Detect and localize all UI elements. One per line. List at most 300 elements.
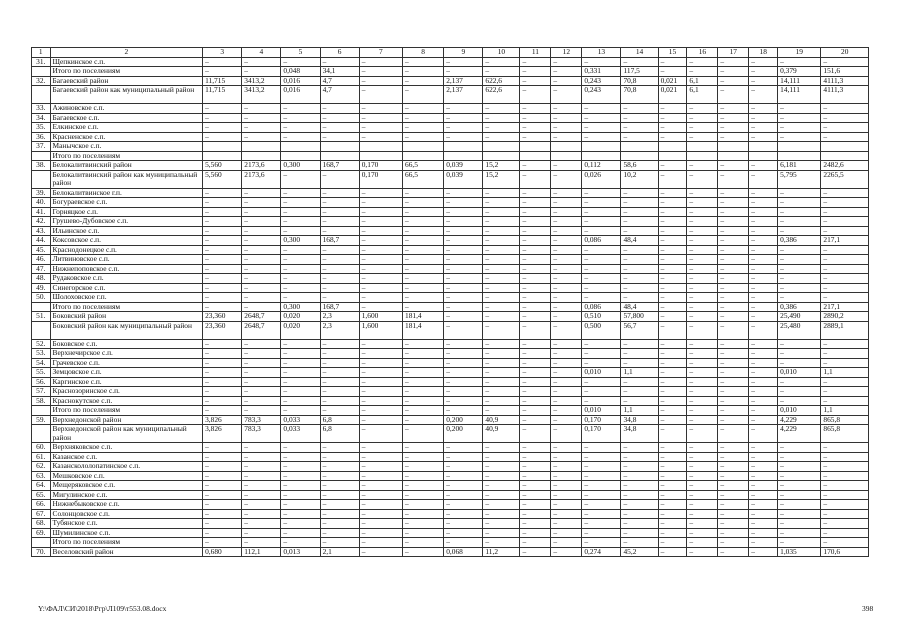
value-cell: – xyxy=(582,293,621,303)
value-cell: – xyxy=(203,377,242,387)
value-cell: – xyxy=(403,406,444,416)
row-name: Синегорское с.п. xyxy=(50,283,203,293)
value-cell: – xyxy=(718,67,749,77)
value-cell: – xyxy=(320,198,359,208)
value-cell: – xyxy=(551,349,582,359)
value-cell: – xyxy=(718,339,749,349)
value-cell: – xyxy=(718,236,749,246)
value-cell: – xyxy=(281,387,320,397)
value-cell: – xyxy=(687,207,718,217)
value-cell: – xyxy=(281,358,320,368)
value-cell xyxy=(749,142,778,152)
value-cell: – xyxy=(821,283,869,293)
value-cell: – xyxy=(242,339,281,349)
value-cell: – xyxy=(658,274,687,284)
value-cell: – xyxy=(281,123,320,133)
header-cell: 20 xyxy=(821,48,869,58)
table-row xyxy=(32,490,869,500)
value-cell xyxy=(821,142,869,152)
value-cell: – xyxy=(582,528,621,538)
row-name: Боковский район как муниципальный район xyxy=(50,321,203,339)
value-cell: – xyxy=(778,443,821,453)
value-cell: – xyxy=(444,358,483,368)
value-cell: – xyxy=(444,283,483,293)
value-cell: 4111,3 xyxy=(821,76,869,86)
value-cell: – xyxy=(621,293,658,303)
value-cell: 0,243 xyxy=(582,76,621,86)
value-cell: 0,300 xyxy=(281,236,320,246)
value-cell: – xyxy=(203,302,242,312)
value-cell: 48,4 xyxy=(621,302,658,312)
row-number: 48. xyxy=(32,274,51,284)
value-cell: – xyxy=(749,415,778,425)
row-number: 64. xyxy=(32,481,51,491)
value-cell: – xyxy=(749,302,778,312)
value-cell: – xyxy=(821,481,869,491)
value-cell: – xyxy=(203,274,242,284)
value-cell: – xyxy=(551,76,582,86)
table-row xyxy=(32,217,869,227)
value-cell: – xyxy=(718,377,749,387)
value-cell: – xyxy=(778,264,821,274)
value-cell: – xyxy=(359,509,402,519)
row-name: Манычское с.п. xyxy=(50,142,203,152)
value-cell: – xyxy=(749,538,778,548)
value-cell: 1,600 xyxy=(359,312,402,322)
row-number: 35. xyxy=(32,123,51,133)
row-name: Нижнепоповское с.п. xyxy=(50,264,203,274)
value-cell: – xyxy=(718,462,749,472)
value-cell: – xyxy=(403,339,444,349)
value-cell: – xyxy=(551,339,582,349)
value-cell: – xyxy=(483,321,520,339)
value-cell: – xyxy=(551,358,582,368)
header-cell: 17 xyxy=(718,48,749,58)
value-cell: 1,1 xyxy=(621,406,658,416)
value-cell: – xyxy=(658,207,687,217)
value-cell: 66,5 xyxy=(403,161,444,171)
value-cell: 0,300 xyxy=(281,302,320,312)
value-cell: – xyxy=(621,500,658,510)
value-cell: – xyxy=(778,519,821,529)
value-cell: – xyxy=(621,396,658,406)
value-cell: 0,010 xyxy=(778,406,821,416)
row-number: 49. xyxy=(32,283,51,293)
value-cell: – xyxy=(749,312,778,322)
value-cell xyxy=(203,151,242,161)
value-cell: 23,360 xyxy=(203,312,242,322)
value-cell: – xyxy=(658,302,687,312)
row-name: Казанскололопатинское с.п. xyxy=(50,462,203,472)
value-cell: – xyxy=(718,302,749,312)
value-cell: – xyxy=(483,198,520,208)
value-cell: 865,8 xyxy=(821,425,869,443)
value-cell: – xyxy=(403,302,444,312)
value-cell: – xyxy=(242,104,281,114)
value-cell: – xyxy=(403,104,444,114)
value-cell: – xyxy=(551,471,582,481)
value-cell: 170,6 xyxy=(821,547,869,557)
value-cell: – xyxy=(403,481,444,491)
value-cell: – xyxy=(821,509,869,519)
value-cell: 70,8 xyxy=(621,76,658,86)
value-cell: – xyxy=(359,528,402,538)
table-row xyxy=(32,387,869,397)
value-cell: 4111,3 xyxy=(821,86,869,104)
value-cell: – xyxy=(444,528,483,538)
value-cell: – xyxy=(582,443,621,453)
row-name: Краснокутское с.п. xyxy=(50,396,203,406)
value-cell: – xyxy=(520,396,551,406)
value-cell: 2648,7 xyxy=(242,312,281,322)
value-cell: – xyxy=(403,255,444,265)
value-cell: 57,800 xyxy=(621,312,658,322)
value-cell: – xyxy=(281,104,320,114)
row-number: 55. xyxy=(32,368,51,378)
table-row xyxy=(32,67,869,77)
value-cell: – xyxy=(444,104,483,114)
value-cell: – xyxy=(403,452,444,462)
value-cell: – xyxy=(359,368,402,378)
table-row xyxy=(32,547,869,557)
value-cell: – xyxy=(359,198,402,208)
value-cell: – xyxy=(520,293,551,303)
value-cell: – xyxy=(749,452,778,462)
value-cell: 0,112 xyxy=(582,161,621,171)
value-cell: – xyxy=(359,452,402,462)
value-cell: – xyxy=(778,255,821,265)
value-cell: – xyxy=(687,368,718,378)
value-cell: – xyxy=(821,471,869,481)
value-cell: – xyxy=(621,217,658,227)
value-cell: – xyxy=(281,170,320,188)
row-name: Ильинское с.п. xyxy=(50,226,203,236)
row-number xyxy=(32,406,51,416)
value-cell: – xyxy=(687,283,718,293)
value-cell: – xyxy=(281,452,320,462)
value-cell: – xyxy=(320,387,359,397)
value-cell: – xyxy=(444,293,483,303)
value-cell: – xyxy=(320,349,359,359)
value-cell: – xyxy=(582,113,621,123)
value-cell: – xyxy=(658,406,687,416)
header-cell: 16 xyxy=(687,48,718,58)
table-row xyxy=(32,86,869,104)
value-cell: – xyxy=(749,76,778,86)
header-cell: 14 xyxy=(621,48,658,58)
value-cell: – xyxy=(242,302,281,312)
value-cell: – xyxy=(821,462,869,472)
value-cell: – xyxy=(281,283,320,293)
value-cell: – xyxy=(749,481,778,491)
table-row xyxy=(32,538,869,548)
row-name: Грачевское с.п. xyxy=(50,358,203,368)
row-number: 34. xyxy=(32,113,51,123)
value-cell: – xyxy=(203,500,242,510)
value-cell: – xyxy=(658,481,687,491)
value-cell: – xyxy=(687,377,718,387)
value-cell: – xyxy=(403,396,444,406)
table-row xyxy=(32,151,869,161)
table-row xyxy=(32,245,869,255)
value-cell: – xyxy=(687,471,718,481)
value-cell: – xyxy=(320,132,359,142)
value-cell: – xyxy=(718,283,749,293)
table-row xyxy=(32,425,869,443)
value-cell: 15,2 xyxy=(483,161,520,171)
value-cell: – xyxy=(520,264,551,274)
value-cell: – xyxy=(718,349,749,359)
value-cell: 25,490 xyxy=(778,312,821,322)
value-cell: – xyxy=(658,321,687,339)
value-cell: – xyxy=(658,415,687,425)
value-cell: 58,6 xyxy=(621,161,658,171)
value-cell: – xyxy=(483,113,520,123)
value-cell: – xyxy=(778,528,821,538)
value-cell: – xyxy=(444,255,483,265)
row-name: Грушево-Дубовское с.п. xyxy=(50,217,203,227)
value-cell: – xyxy=(520,161,551,171)
value-cell: – xyxy=(718,113,749,123)
row-name: Шолоховское г.п. xyxy=(50,293,203,303)
table-row xyxy=(32,283,869,293)
value-cell: – xyxy=(687,490,718,500)
value-cell: – xyxy=(718,471,749,481)
value-cell: – xyxy=(242,57,281,67)
value-cell: – xyxy=(778,358,821,368)
value-cell: – xyxy=(403,471,444,481)
table-row xyxy=(32,443,869,453)
header-cell: 6 xyxy=(320,48,359,58)
value-cell: – xyxy=(582,207,621,217)
value-cell: 6,8 xyxy=(320,425,359,443)
value-cell: – xyxy=(403,415,444,425)
value-cell: – xyxy=(281,264,320,274)
value-cell: 0,021 xyxy=(658,76,687,86)
value-cell: 2890,2 xyxy=(821,312,869,322)
row-name: Казанское с.п. xyxy=(50,452,203,462)
value-cell: – xyxy=(242,188,281,198)
value-cell: – xyxy=(444,113,483,123)
value-cell: – xyxy=(359,500,402,510)
value-cell: – xyxy=(281,368,320,378)
value-cell: 0,510 xyxy=(582,312,621,322)
table-row xyxy=(32,198,869,208)
value-cell: – xyxy=(483,104,520,114)
value-cell: – xyxy=(687,547,718,557)
value-cell: – xyxy=(242,217,281,227)
value-cell: – xyxy=(658,217,687,227)
value-cell: – xyxy=(242,528,281,538)
value-cell: – xyxy=(483,481,520,491)
value-cell: 5,560 xyxy=(203,161,242,171)
value-cell: – xyxy=(403,283,444,293)
value-cell: – xyxy=(281,500,320,510)
value-cell: – xyxy=(444,471,483,481)
value-cell: – xyxy=(444,57,483,67)
value-cell: – xyxy=(621,132,658,142)
value-cell: – xyxy=(203,104,242,114)
value-cell: – xyxy=(582,519,621,529)
value-cell: – xyxy=(582,387,621,397)
value-cell: 0,386 xyxy=(778,302,821,312)
value-cell: – xyxy=(483,123,520,133)
value-cell: 3413,2 xyxy=(242,86,281,104)
value-cell: – xyxy=(687,245,718,255)
value-cell: – xyxy=(520,471,551,481)
value-cell: – xyxy=(658,387,687,397)
value-cell: – xyxy=(320,170,359,188)
value-cell: – xyxy=(621,471,658,481)
value-cell: – xyxy=(483,368,520,378)
value-cell: – xyxy=(687,293,718,303)
table-row xyxy=(32,226,869,236)
value-cell: – xyxy=(483,188,520,198)
value-cell: – xyxy=(520,509,551,519)
value-cell: – xyxy=(551,368,582,378)
value-cell: 0,033 xyxy=(281,425,320,443)
value-cell: – xyxy=(320,500,359,510)
value-cell: – xyxy=(281,406,320,416)
value-cell: – xyxy=(320,188,359,198)
value-cell: – xyxy=(718,161,749,171)
value-cell: – xyxy=(749,57,778,67)
value-cell: – xyxy=(621,264,658,274)
row-number xyxy=(32,538,51,548)
value-cell: – xyxy=(621,538,658,548)
value-cell: – xyxy=(621,198,658,208)
value-cell: 0,039 xyxy=(444,170,483,188)
value-cell: – xyxy=(687,226,718,236)
value-cell: – xyxy=(621,377,658,387)
value-cell: – xyxy=(359,245,402,255)
value-cell: – xyxy=(749,274,778,284)
value-cell: – xyxy=(483,528,520,538)
row-number: 61. xyxy=(32,452,51,462)
value-cell: – xyxy=(520,217,551,227)
row-number: 66. xyxy=(32,500,51,510)
row-name: Итого по поселениям xyxy=(50,151,203,161)
value-cell: – xyxy=(444,123,483,133)
value-cell: – xyxy=(483,538,520,548)
value-cell: – xyxy=(551,217,582,227)
value-cell: – xyxy=(359,57,402,67)
value-cell: – xyxy=(778,198,821,208)
value-cell: – xyxy=(359,538,402,548)
table-row xyxy=(32,500,869,510)
value-cell: – xyxy=(749,368,778,378)
table-row xyxy=(32,57,869,67)
value-cell: – xyxy=(749,226,778,236)
value-cell: – xyxy=(749,377,778,387)
row-name: Каргинское с.п. xyxy=(50,377,203,387)
value-cell: – xyxy=(483,396,520,406)
value-cell: – xyxy=(281,339,320,349)
value-cell: – xyxy=(778,396,821,406)
value-cell: – xyxy=(821,104,869,114)
value-cell: – xyxy=(718,415,749,425)
value-cell: – xyxy=(483,245,520,255)
value-cell: – xyxy=(821,519,869,529)
value-cell: – xyxy=(320,293,359,303)
value-cell: – xyxy=(749,113,778,123)
value-cell: – xyxy=(718,547,749,557)
value-cell: – xyxy=(821,226,869,236)
value-cell: 34,8 xyxy=(621,425,658,443)
value-cell: – xyxy=(749,207,778,217)
value-cell: – xyxy=(582,509,621,519)
value-cell: – xyxy=(320,358,359,368)
value-cell: – xyxy=(658,293,687,303)
value-cell: – xyxy=(687,519,718,529)
row-number: 53. xyxy=(32,349,51,359)
value-cell xyxy=(621,151,658,161)
row-number: 31. xyxy=(32,57,51,67)
value-cell: – xyxy=(658,255,687,265)
value-cell: 1,1 xyxy=(821,368,869,378)
value-cell: – xyxy=(718,274,749,284)
value-cell: – xyxy=(242,293,281,303)
value-cell: – xyxy=(320,538,359,548)
value-cell: – xyxy=(444,396,483,406)
value-cell: – xyxy=(821,207,869,217)
row-name: Красненское с.п. xyxy=(50,132,203,142)
value-cell: – xyxy=(403,462,444,472)
value-cell: 25,480 xyxy=(778,321,821,339)
value-cell: – xyxy=(444,274,483,284)
value-cell: – xyxy=(242,538,281,548)
value-cell: – xyxy=(242,264,281,274)
value-cell: – xyxy=(320,443,359,453)
value-cell: – xyxy=(658,443,687,453)
value-cell: – xyxy=(778,293,821,303)
value-cell: – xyxy=(687,443,718,453)
value-cell: 2,3 xyxy=(320,312,359,322)
value-cell: – xyxy=(749,217,778,227)
value-cell: – xyxy=(687,406,718,416)
row-number: 37. xyxy=(32,142,51,152)
value-cell: – xyxy=(483,274,520,284)
table-row xyxy=(32,339,869,349)
value-cell: – xyxy=(483,207,520,217)
value-cell xyxy=(551,142,582,152)
value-cell: – xyxy=(403,500,444,510)
value-cell: – xyxy=(520,339,551,349)
value-cell: – xyxy=(718,226,749,236)
value-cell: – xyxy=(821,349,869,359)
value-cell: – xyxy=(203,462,242,472)
value-cell: – xyxy=(242,519,281,529)
value-cell: – xyxy=(203,283,242,293)
value-cell: – xyxy=(551,86,582,104)
value-cell xyxy=(582,151,621,161)
header-cell: 12 xyxy=(551,48,582,58)
value-cell: – xyxy=(582,57,621,67)
value-cell: – xyxy=(520,368,551,378)
value-cell: – xyxy=(242,358,281,368)
value-cell: – xyxy=(320,490,359,500)
row-name: Верхнечирское с.п. xyxy=(50,349,203,359)
value-cell: 6,8 xyxy=(320,415,359,425)
value-cell: 0,331 xyxy=(582,67,621,77)
value-cell: – xyxy=(444,462,483,472)
value-cell xyxy=(359,151,402,161)
footer-file-path: Y:\ФАЛ\СИ\2018\Ргр\Л109\т553.08.docx xyxy=(38,604,167,613)
value-cell: – xyxy=(281,443,320,453)
row-name: Краснодонецкое с.п. xyxy=(50,245,203,255)
value-cell: – xyxy=(582,245,621,255)
value-cell: – xyxy=(658,226,687,236)
